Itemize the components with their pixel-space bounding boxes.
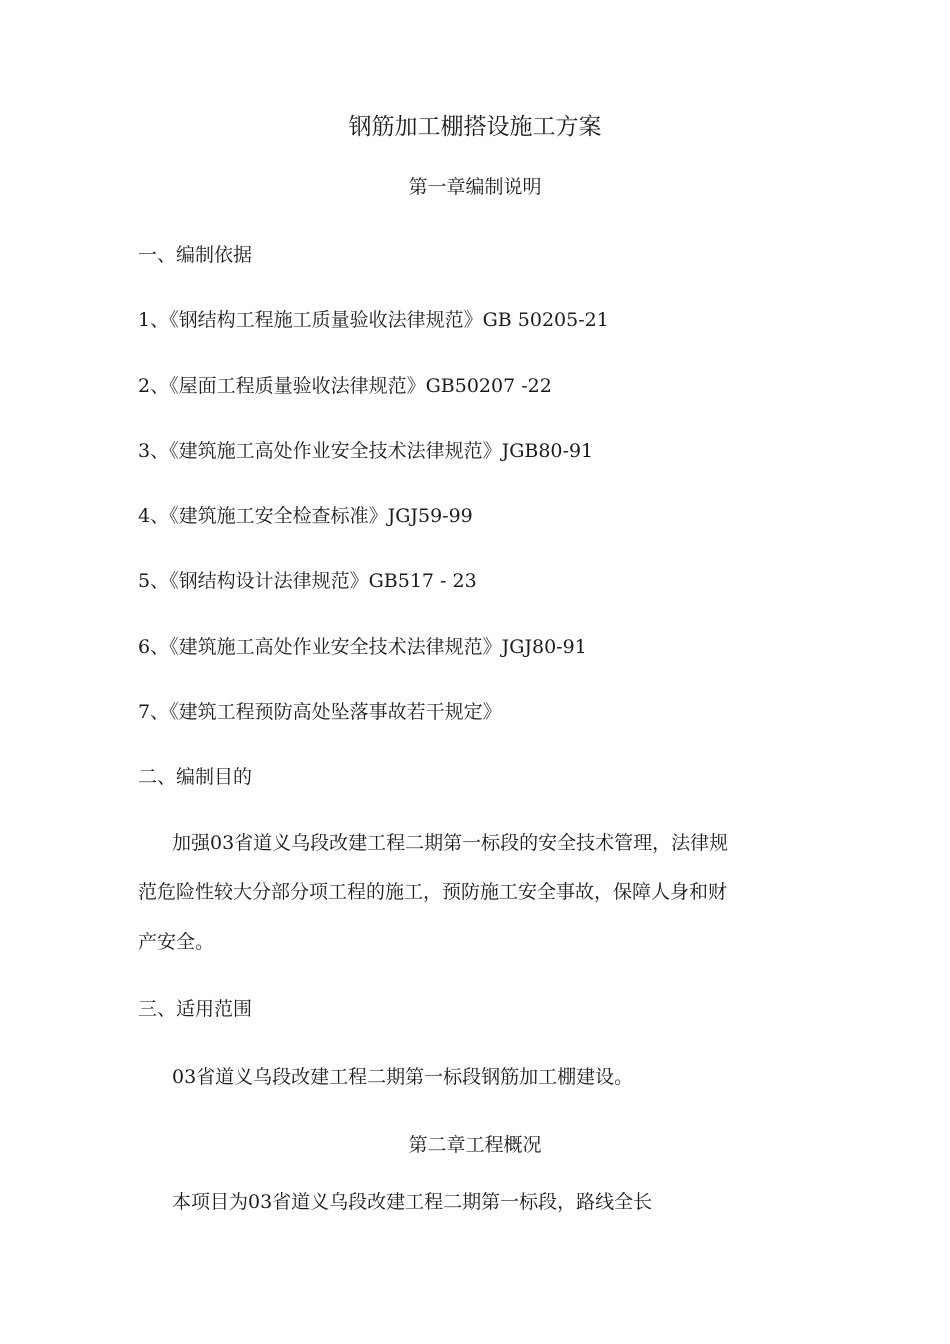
reference-item-1: 1、《钢结构工程施工质量验收法律规范》GB 50205-21: [138, 309, 609, 331]
section-3-heading: 三、适用范围: [138, 998, 253, 1020]
chapter-1-heading: 第一章编制说明: [408, 176, 542, 198]
purpose-line-1: 加强03省道义乌段改建工程二期第一标段的安全技术管理，法律规: [172, 832, 729, 854]
reference-item-5: 5、《钢结构设计法律规范》GB517 - 23: [138, 570, 477, 592]
chapter-2-heading: 第二章工程概况: [408, 1134, 542, 1156]
scope-paragraph: 03省道义乌段改建工程二期第一标段钢筋加工棚建设。: [172, 1066, 634, 1088]
reference-item-2: 2、《屋面工程质量验收法律规范》GB50207 -22: [138, 375, 552, 397]
purpose-line-3: 产安全。: [138, 931, 215, 953]
document-title: 钢筋加工棚搭设施工方案: [348, 114, 602, 140]
overview-line-1: 本项目为03省道义乌段改建工程二期第一标段，路线全长: [172, 1191, 653, 1213]
section-1-heading: 一、编制依据: [138, 244, 253, 266]
section-2-heading: 二、编制目的: [138, 766, 253, 788]
reference-item-4: 4、《建筑施工安全检查标准》JGJ59-99: [138, 505, 473, 527]
purpose-line-2: 范危险性较大分部分项工程的施工，预防施工安全事故，保障人身和财: [138, 881, 728, 903]
reference-item-7: 7、《建筑工程预防高处坠落事故若干规定》: [138, 701, 502, 723]
reference-item-3: 3、《建筑施工高处作业安全技术法律规范》JGB80-91: [138, 440, 594, 462]
reference-item-6: 6、《建筑施工高处作业安全技术法律规范》JGJ80-91: [138, 636, 587, 658]
